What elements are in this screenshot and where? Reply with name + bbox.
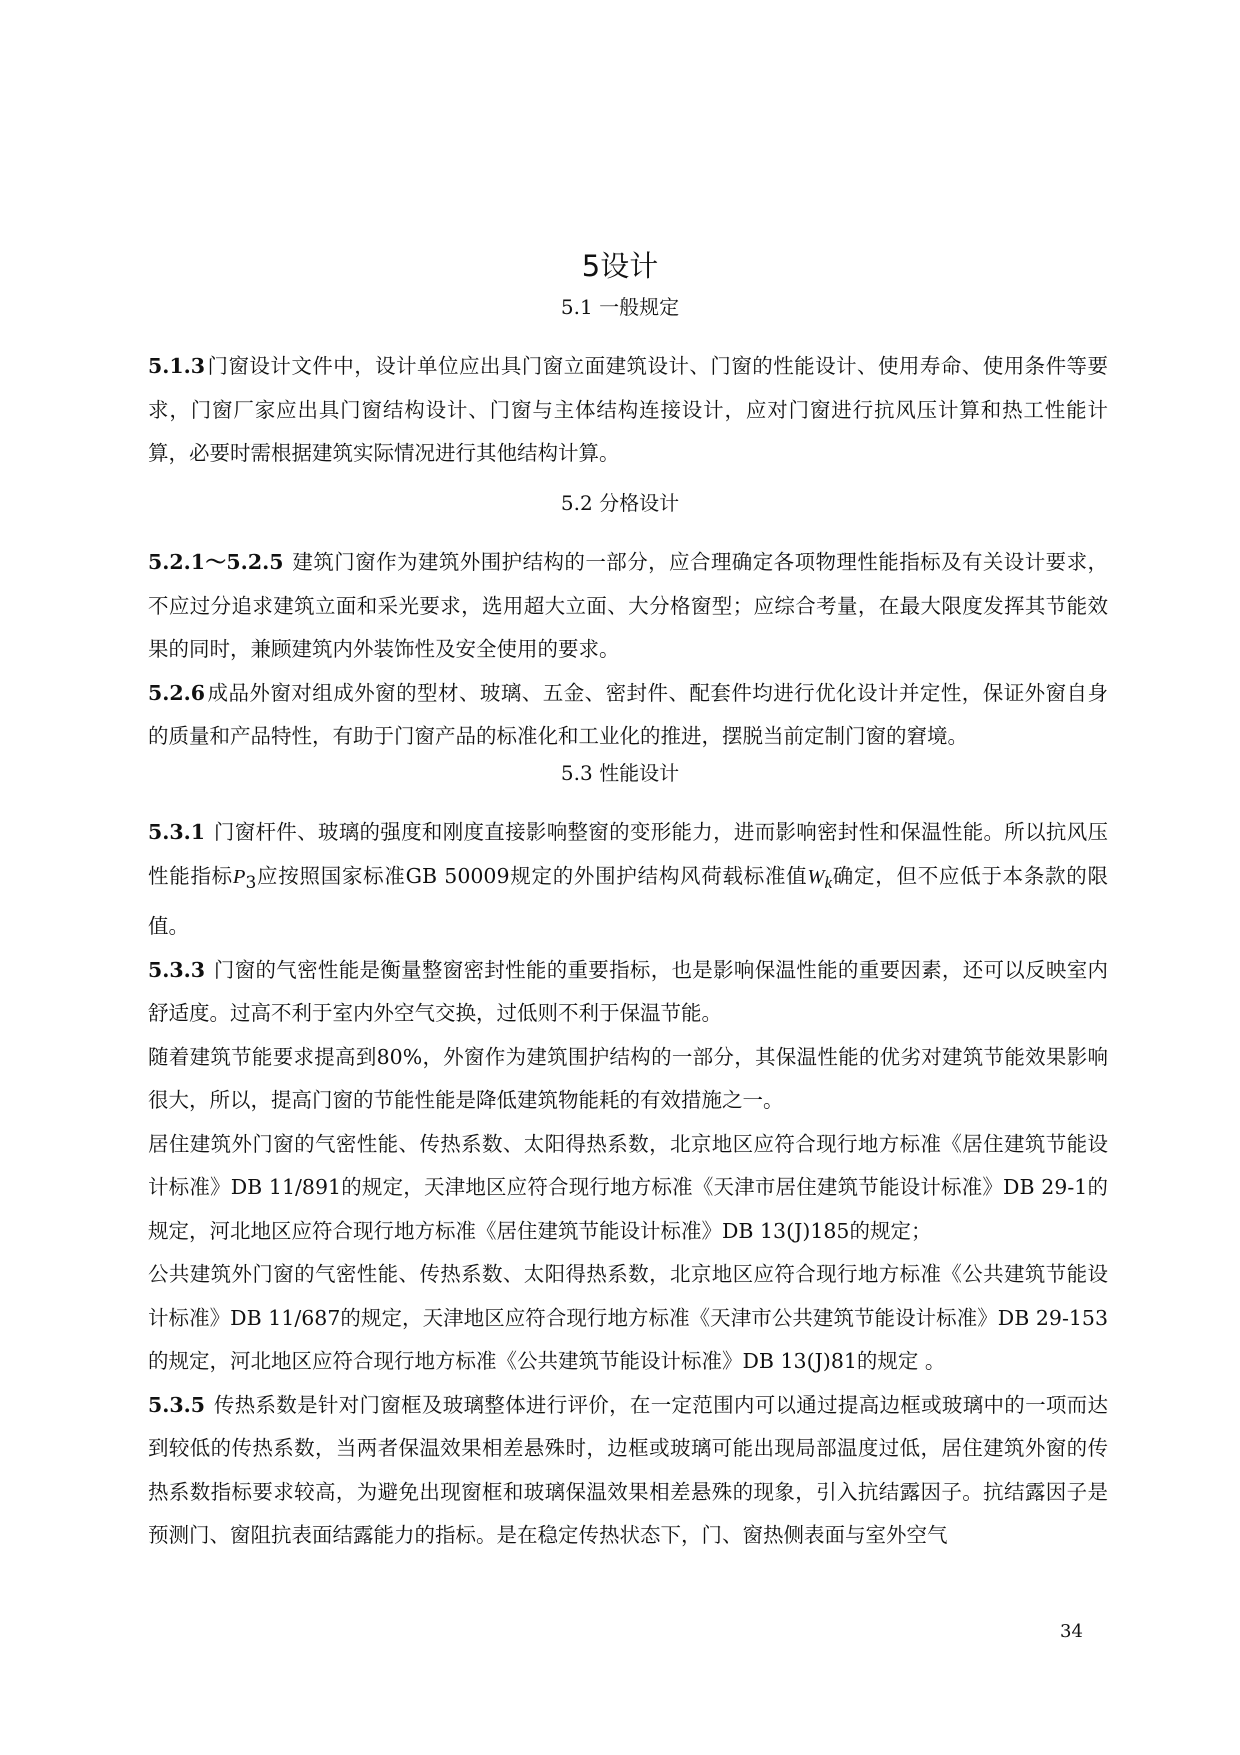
clause-number: 5.3.3 bbox=[148, 957, 206, 982]
symbol-w-subscript: k bbox=[824, 872, 833, 892]
clause-text: 应按照国家标准GB 50009规定的外围护结构风荷载标准值 bbox=[256, 863, 808, 888]
clause-text: 传热系数是针对门窗框及玻璃整体进行评价，在一定范围内可以通过提高边框或玻璃中的一项而达到较低的传热系数，当两者保温效果相差悬殊时，边框或玻璃可能出现局部温度过低，居住建筑外窗的传热系数指标要求较高，为避免出现窗框和玻璃保温效果相差悬殊的现象，引入抗结露因子。抗结露因子是预测门、窗阻抗表面结露能力的指标。是在稳定传热状态下，门、窗热侧表面与室外空气 bbox=[148, 1392, 1108, 1548]
clause-number: 5.2.6 bbox=[148, 680, 206, 705]
clause-text: 门窗设计文件中，设计单位应出具门窗立面建筑设计、门窗的性能设计、使用寿命、使用条件等要求，门窗厂家应出具门窗结构设计、门窗与主体结构连接设计，应对门窗进行抗风压计算和热工性能计算，必要时需根据建筑实际情况进行其他结构计算。 bbox=[148, 354, 1108, 465]
clause-number: 5.1.3 bbox=[148, 354, 206, 378]
clause-5-3-5 bbox=[148, 1384, 1108, 1558]
paragraph: 居住建筑外门窗的气密性能、传热系数、太阳得热系数，北京地区应符合现行地方标准《居住建筑节能设计标准》DB 11/891的规定，天津地区应符合现行地方标准《天津市居住建筑节能设计标准》DB 29-1的规定，河北地区应符合现行地方标准《居住建筑节能设计标准》DB 13(J)185的规定； bbox=[148, 1131, 1108, 1243]
section-body-5-1 bbox=[148, 345, 1108, 476]
clause-number: 5.3.1 bbox=[148, 820, 206, 844]
clause-5-3-3 bbox=[148, 949, 1108, 1036]
clause-5-1-3 bbox=[148, 345, 1108, 476]
section-body-5-3 bbox=[148, 811, 1108, 1558]
clause-5-2-1-5 bbox=[148, 541, 1108, 672]
clause-number: 5.3.5 bbox=[148, 1392, 206, 1417]
section-body-5-2 bbox=[148, 541, 1108, 759]
section-heading-5-3: 5.3 性能设计 bbox=[560, 761, 680, 785]
clause-5-2-6 bbox=[148, 672, 1108, 759]
symbol-w: W bbox=[807, 865, 825, 888]
clause-text: 门窗杆件、玻璃的强度和刚度直接影响整窗的变形能力，进而影响密封性和保温性能。所以抗风压性能指标 bbox=[148, 820, 1108, 888]
clause-text: 门窗的气密性能是衡量整窗密封性能的重要指标，也是影响保温性能的重要因素，还可以反映室内舒适度。过高不利于室内外空气交换，过低则不利于保温节能。 bbox=[148, 957, 1108, 1026]
chapter-title: 5设计 bbox=[581, 249, 659, 283]
symbol-p: P bbox=[232, 865, 246, 888]
clause-number: 5.2.1～5.2.5 bbox=[148, 550, 284, 574]
clause-text: 建筑门窗作为建筑外围护结构的一部分，应合理确定各项物理性能指标及有关设计要求，不应过分追求建筑立面和采光要求，选用超大立面、大分格窗型；应综合考量，在最大限度发挥其节能效果的同时，兼顾建筑内外装饰性及安全使用的要求。 bbox=[148, 550, 1108, 661]
symbol-p-subscript: 3 bbox=[245, 872, 257, 893]
section-heading-5-1: 5.1 一般规定 bbox=[560, 295, 680, 319]
section-heading-5-2: 5.2 分格设计 bbox=[560, 491, 680, 515]
page-number: 34 bbox=[1060, 1621, 1083, 1642]
paragraph: 随着建筑节能要求提高到80%，外窗作为建筑围护结构的一部分，其保温性能的优劣对建筑节能效果影响很大，所以，提高门窗的节能性能是降低建筑物能耗的有效措施之一。 bbox=[148, 1044, 1108, 1113]
clause-text: 确定，但不应低于本条款的限值。 bbox=[148, 863, 1109, 939]
clause-5-3-1 bbox=[148, 811, 1108, 949]
clause-text: 成品外窗对组成外窗的型材、玻璃、五金、密封件、配套件均进行优化设计并定性，保证外窗自身的质量和产品特性，有助于门窗产品的标准化和工业化的推进，摆脱当前定制门窗的窘境。 bbox=[148, 680, 1108, 748]
paragraph: 公共建筑外门窗的气密性能、传热系数、太阳得热系数，北京地区应符合现行地方标准《公共建筑节能设计标准》DB 11/687的规定，天津地区应符合现行地方标准《天津市公共建筑节能设计标准》DB 29-153的规定，河北地区应符合现行地方标准《公共建筑节能设计标准》DB 13(J)81的规定 。 bbox=[148, 1262, 1108, 1374]
